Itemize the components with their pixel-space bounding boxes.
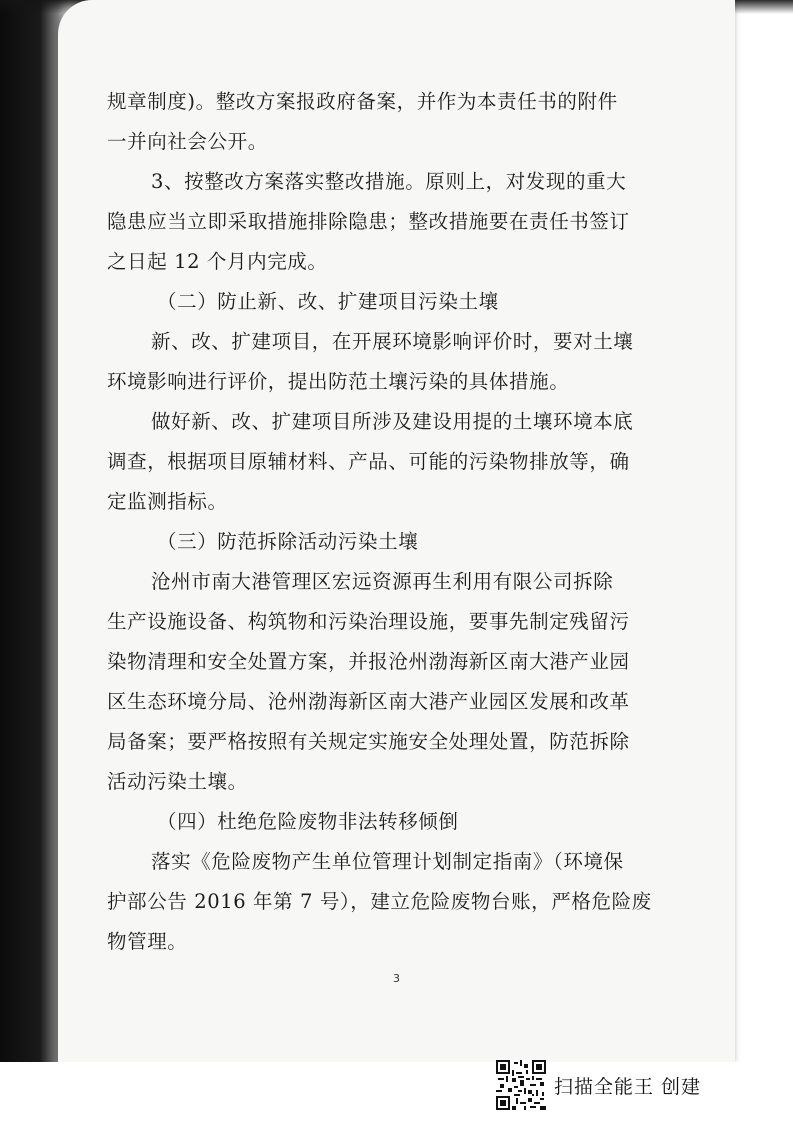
text-line: 物管理。 xyxy=(107,930,188,953)
text-line: 局备案；要严格按照有关规定实施安全处理处置，防范拆除 xyxy=(107,730,630,753)
text-line: （四）杜绝危险废物非法转移倾倒 xyxy=(157,810,459,833)
text-line: 定监测指标。 xyxy=(107,490,228,513)
text-line: 一并向社会公开。 xyxy=(107,130,268,153)
text-line: 做好新、改、扩建项目所涉及建设用提的土壤环境本底 xyxy=(151,410,634,433)
text-line: 调查，根据项目原辅材料、产品、可能的污染物排放等，确 xyxy=(107,450,630,473)
text-line: 3、按整改方案落实整改措施。原则上，对发现的重大 xyxy=(151,170,627,193)
page-number: 3 xyxy=(393,972,400,985)
qr-code-icon xyxy=(496,1060,546,1110)
text-line: 隐患应当立即采取措施排除隐患；整改措施要在责任书签订 xyxy=(107,210,630,233)
text-line: 沧州市南大港管理区宏远资源再生利用有限公司拆除 xyxy=(151,570,614,593)
text-line: 活动污染土壤。 xyxy=(107,770,248,793)
document-body xyxy=(107,82,687,962)
text-line: 染物清理和安全处置方案，并报沧州渤海新区南大港产业园 xyxy=(107,650,630,673)
scanner-watermark-label: 扫描全能王 创建 xyxy=(554,1076,702,1098)
text-line: （三）防范拆除活动污染土壤 xyxy=(157,530,419,553)
text-line: 规章制度)。整改方案报政府备案，并作为本责任书的附件 xyxy=(107,90,618,113)
text-line: 生产设施设备、构筑物和污染治理设施，要事先制定残留污 xyxy=(107,610,630,633)
text-line: 环境影响进行评价，提出防范土壤污染的具体措施。 xyxy=(107,370,570,393)
text-line: （二）防止新、改、扩建项目污染土壤 xyxy=(157,290,499,313)
text-line: 护部公告 2016 年第 7 号），建立危险废物台账，严格危险废 xyxy=(107,890,652,913)
text-line: 落实《危险废物产生单位管理计划制定指南》（环境保 xyxy=(151,850,624,873)
text-line: 之日起 12 个月内完成。 xyxy=(107,250,328,273)
text-line: 新、改、扩建项目，在开展环境影响评价时，要对土壤 xyxy=(151,330,634,353)
text-line: 区生态环境分局、沧州渤海新区南大港产业园区发展和改革 xyxy=(107,690,630,713)
